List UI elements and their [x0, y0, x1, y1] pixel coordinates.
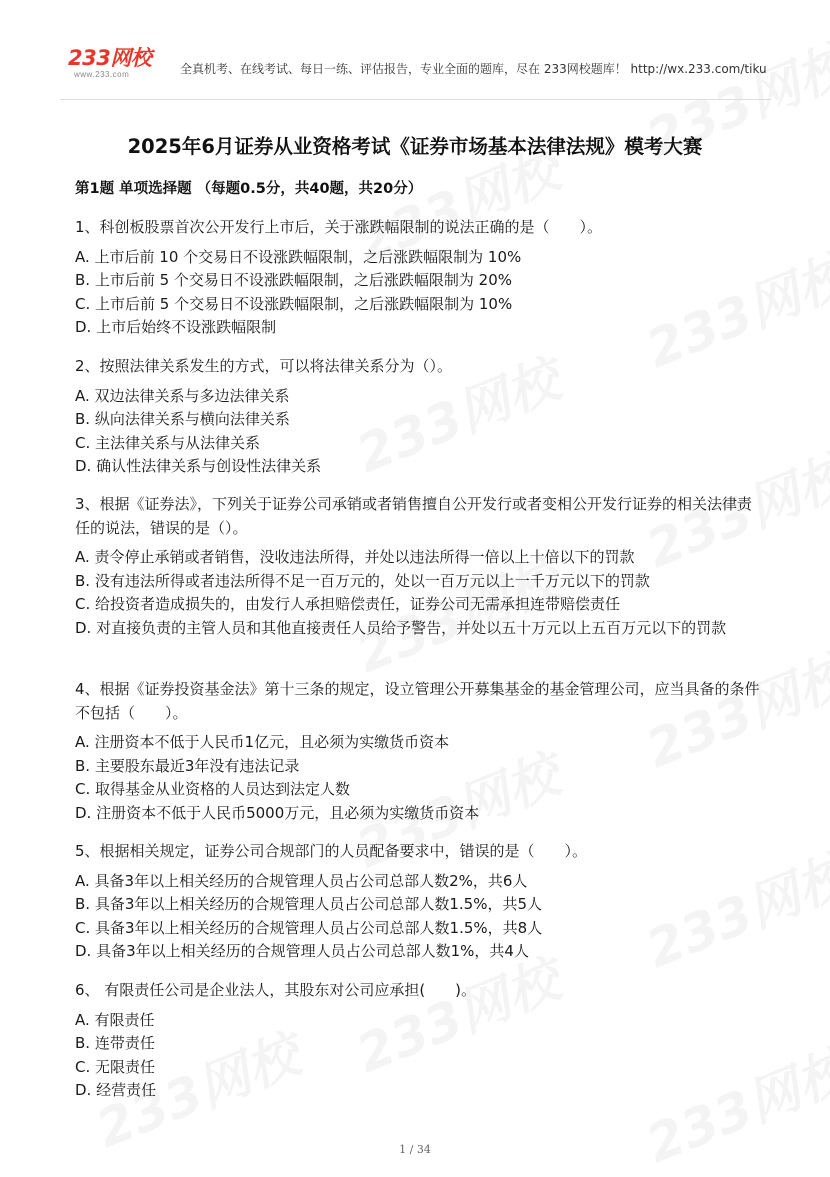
option-b: B. 主要股东最近3年没有违法记录 [75, 756, 300, 775]
brand-logo[interactable] [68, 48, 151, 79]
question-stem: 4、根据《证券投资基金法》第十三条的规定，设立管理公开募集基金的基金管理公司，应当具备的条件不包括（ ）。 [75, 680, 760, 722]
option-a: A. 注册资本不低于人民币1亿元，且必须为实缴货币资本 [75, 733, 450, 751]
question-stem: 3、根据《证券法》，下列关于证券公司承销或者销售擅自公开发行或者变相公开发行证券的相关法律责任的说法，错误的是（）。 [75, 495, 753, 537]
option-b: B. 上市后前 5 个交易日不设涨跌幅限制，之后涨跌幅限制为 20% [75, 271, 513, 289]
question-block [75, 493, 765, 640]
header-slogan: 全真机考、在线考试、每日一练、评估报告，专业全面的题库，尽在 233网校题库！ http://wx.233.com/tiku [180, 62, 767, 76]
option-b: B. 具备3年以上相关经历的合规管理人员占公司总部人数1.5%，共5人 [75, 895, 543, 913]
logo-text: 233网校 [68, 46, 152, 70]
question-stem: 1、科创板股票首次公开发行上市后，关于涨跌幅限制的说法正确的是（ ）。 [75, 218, 603, 236]
option-d: D. 上市后始终不设涨跌幅限制 [75, 318, 277, 336]
option-b: B. 连带责任 [75, 1034, 155, 1052]
option-c: C. 上市后前 5 个交易日不设涨跌幅限制，之后涨跌幅限制为 10% [75, 294, 513, 313]
document-title: 2025年6月证券从业资格考试《证券市场基本法律法规》模考大赛 [127, 135, 703, 158]
question-block [75, 678, 765, 825]
page-header [0, 0, 830, 100]
option-d: D. 对直接负责的主管人员和其他直接责任人员给予警告，并处以五十万元以上五百万元以下的罚款 [75, 618, 727, 637]
option-b: B. 没有违法所得或者违法所得不足一百万元的，处以一百万元以上一千万元以下的罚款 [75, 571, 650, 590]
option-c: C. 具备3年以上相关经历的合规管理人员占公司总部人数1.5%，共8人 [75, 918, 543, 937]
question-stem: 5、根据相关规定，证券公司合规部门的人员配备要求中，错误的是（ ）。 [75, 842, 588, 860]
page-number: 1 / 34 [399, 1143, 431, 1156]
question-block [75, 355, 765, 479]
option-a: A. 上市后前 10 个交易日不设涨跌幅限制，之后涨跌幅限制为 10% [75, 247, 522, 266]
question-stem: 2、按照法律关系发生的方式，可以将法律关系分为（）。 [75, 357, 453, 375]
option-c: C. 给投资者造成损失的，由发行人承担赔偿责任，证券公司无需承担连带赔偿责任 [75, 595, 621, 613]
question-block [75, 979, 765, 1103]
option-d: D. 确认性法律关系与创设性法律关系 [75, 457, 322, 475]
option-a: A. 责令停止承销或者销售，没收违法所得，并处以违法所得一倍以上十倍以下的罚款 [75, 548, 635, 566]
option-d: D. 具备3年以上相关经历的合规管理人员占公司总部人数1%，共4人 [75, 942, 529, 960]
header-divider [60, 99, 770, 100]
option-b: B. 纵向法律关系与横向法律关系 [75, 410, 290, 428]
option-a: A. 有限责任 [75, 1010, 155, 1029]
option-c: C. 主法律关系与从法律关系 [75, 433, 261, 452]
question-block [75, 216, 765, 340]
logo-subtext: www.233.com [74, 70, 130, 79]
question-block [75, 840, 765, 964]
section-heading: 第1题 单项选择题 （每题0.5分，共40题，共20分） [75, 181, 423, 197]
question-stem: 6、 有限责任公司是企业法人，其股东对公司应承担( )。 [75, 981, 477, 999]
option-c: C. 取得基金从业资格的人员达到法定人数 [75, 780, 351, 798]
option-d: D. 经营责任 [75, 1081, 157, 1099]
option-c: C. 无限责任 [75, 1057, 156, 1076]
option-a: A. 具备3年以上相关经历的合规管理人员占公司总部人数2%，共6人 [75, 871, 528, 890]
option-a: A. 双边法律关系与多边法律关系 [75, 386, 290, 405]
option-d: D. 注册资本不低于人民币5000万元，且必须为实缴货币资本 [75, 803, 480, 822]
